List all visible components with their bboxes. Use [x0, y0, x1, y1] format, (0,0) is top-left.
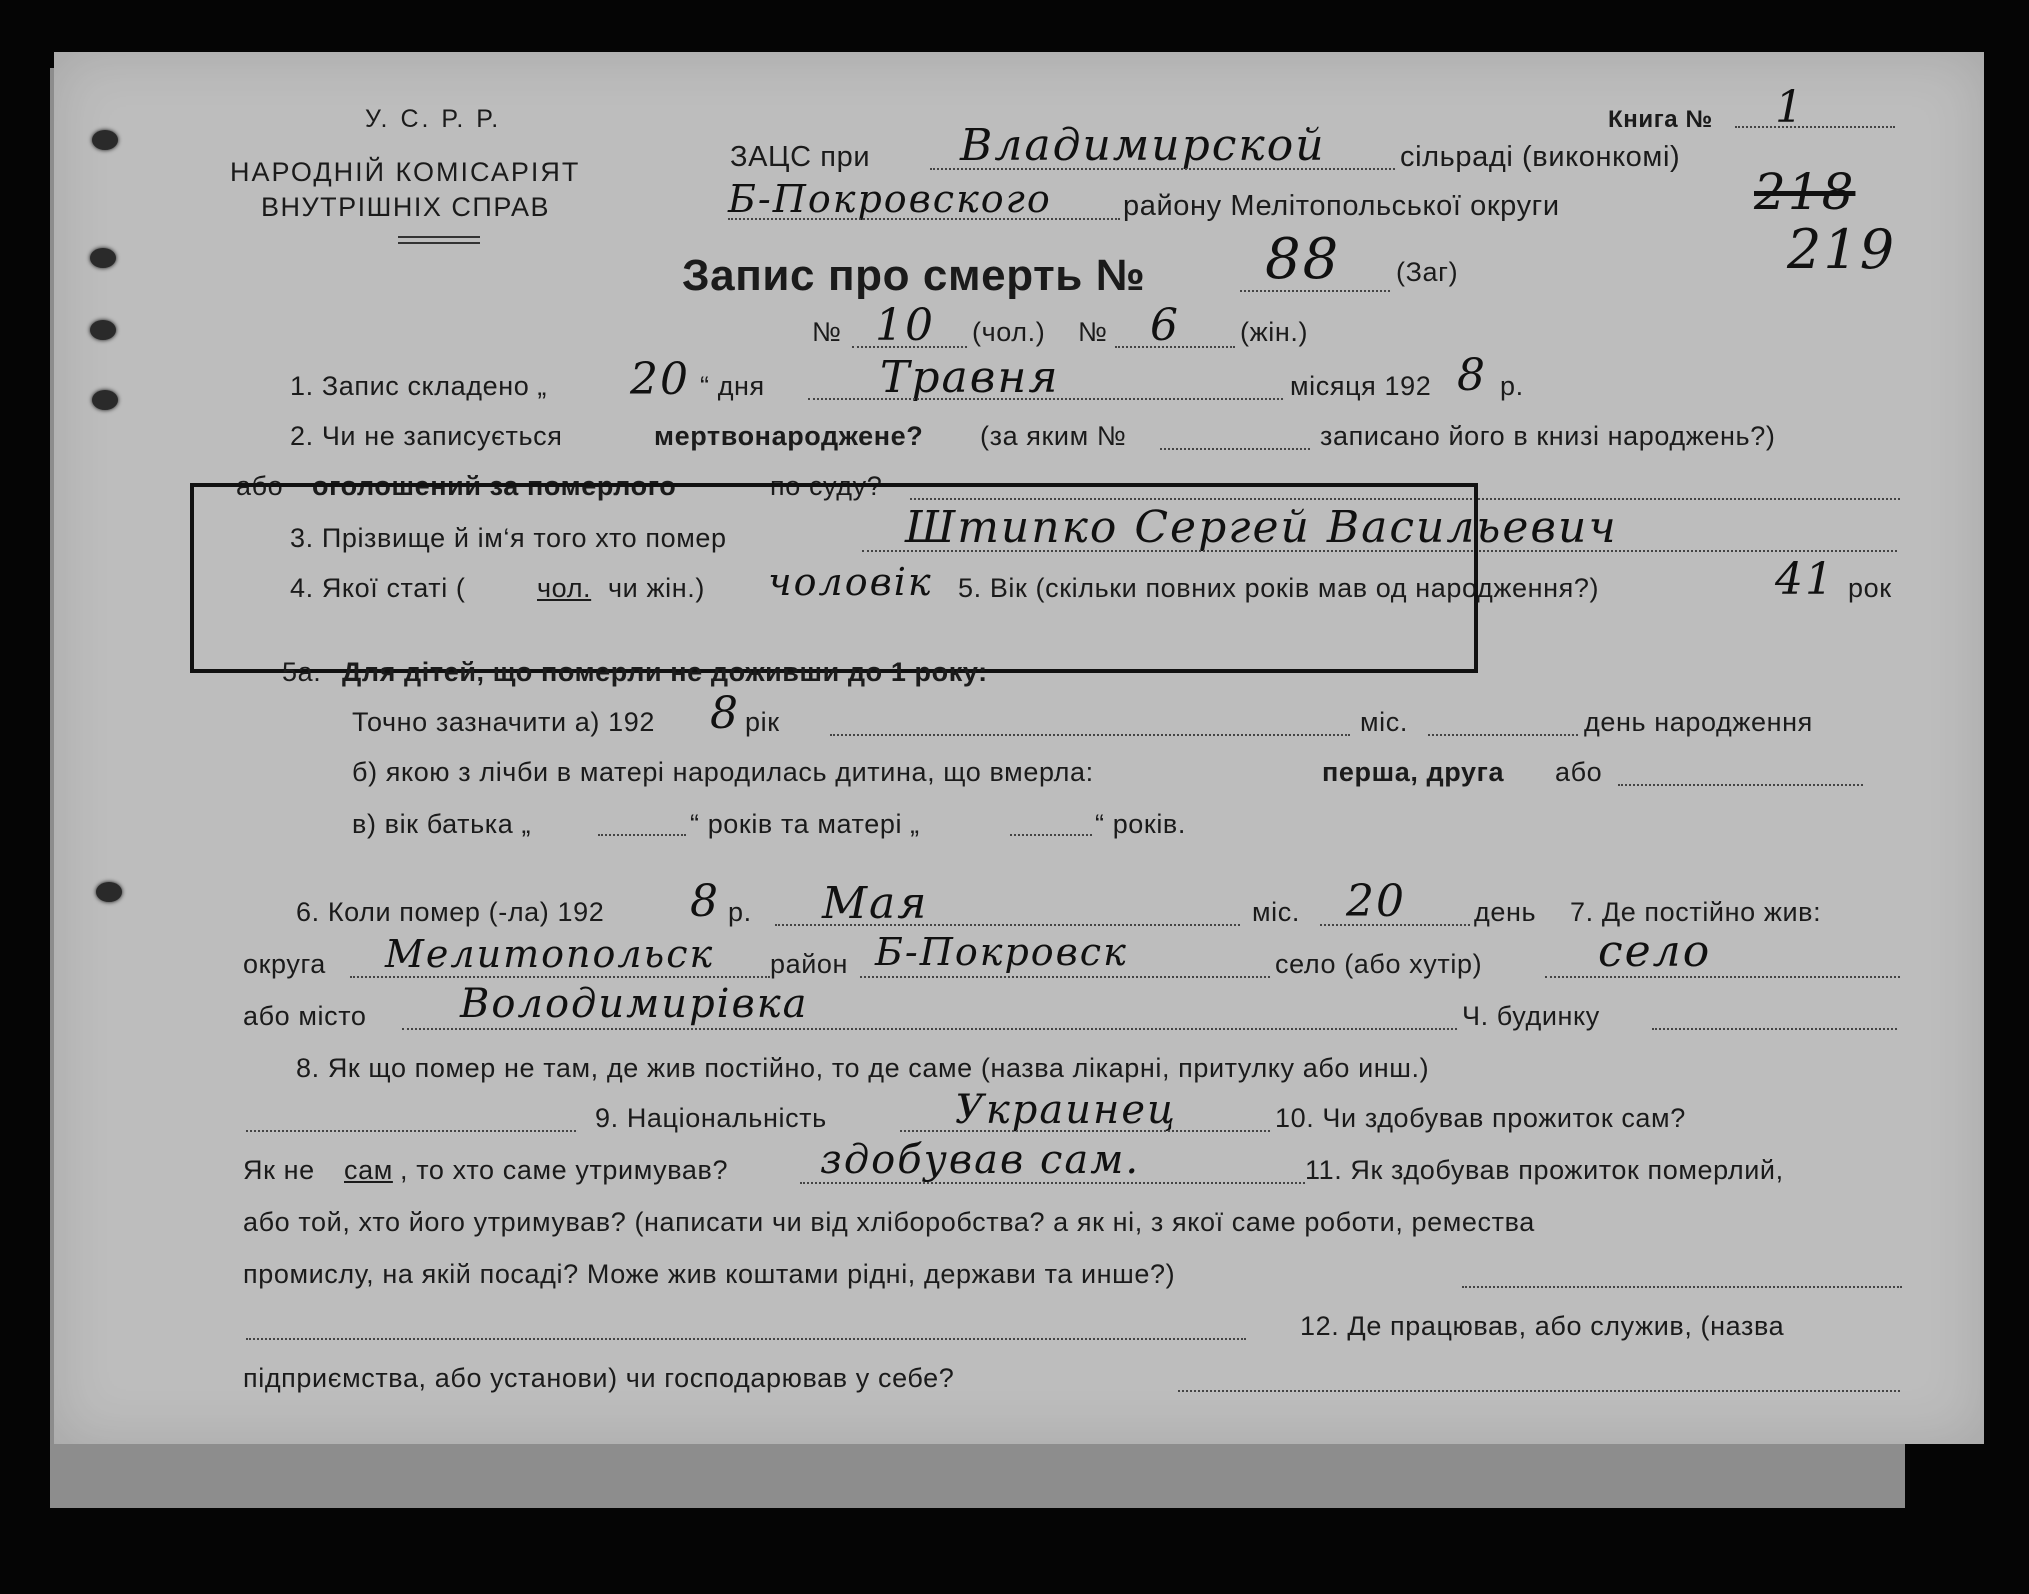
selo-value: село: [1598, 926, 1712, 977]
support-value: здобував сам.: [820, 1137, 1141, 1183]
q1-label: 1. Запис складено „: [290, 371, 548, 401]
q10-label: 10. Чи здобував прожиток сам?: [1275, 1103, 1686, 1133]
infant-section-box: [190, 483, 1478, 673]
misto-line: [402, 1028, 1457, 1030]
q8-answer-line: [246, 1130, 576, 1132]
binder-hole: [90, 248, 116, 268]
q5a-line-a: Точно зазначити а) 192: [352, 707, 655, 737]
house-number-line: [1652, 1028, 1897, 1030]
q10-follow-sam: сам: [344, 1155, 393, 1185]
q6-death-month: Мая: [822, 878, 929, 929]
female-label: (жін.): [1240, 317, 1309, 347]
binder-hole: [90, 320, 116, 340]
female-number: 6: [1150, 300, 1180, 351]
village-council-line: [930, 168, 1395, 170]
q2-label-a: 2. Чи не записується: [290, 421, 563, 451]
rayon-line: [860, 976, 1270, 978]
general-label: (Заг): [1396, 257, 1459, 287]
q12-line2: підприємства, або установи) чи господарював у себе?: [243, 1363, 955, 1393]
male-number-label: №: [812, 317, 842, 347]
q6-label: 6. Коли помер (-ла) 192: [296, 897, 605, 927]
q5a-order-line: [1618, 784, 1863, 786]
q5a-mis: міс.: [1360, 707, 1408, 737]
header-divider: [398, 236, 480, 238]
selo-line: [1545, 976, 1900, 978]
book-number-line: [1735, 126, 1895, 128]
q11-label: 11. Як здобував прожиток померлий,: [1305, 1155, 1784, 1185]
nationality-line: [900, 1130, 1270, 1132]
q5a-line-b: б) якою з лічби в матері народилась дитина, що вмерла:: [352, 757, 1094, 787]
record-title: Запис про смерть №: [682, 251, 1146, 300]
q4-label-a: 4. Якої статі (: [290, 573, 466, 603]
district-line: [728, 218, 1120, 220]
book-label: Книга №: [1608, 106, 1713, 133]
support-line: [800, 1182, 1305, 1184]
rayon-value: Б-Покровск: [875, 930, 1128, 974]
q6-day-line: [1320, 924, 1470, 926]
q2-number-line: [1160, 448, 1310, 450]
binder-hole: [92, 390, 118, 410]
q5a-title: Для дітей, що померли не доживши до 1 року:: [342, 657, 988, 687]
q2-label-court: по суду?: [770, 471, 883, 501]
deceased-sex: чоловік: [768, 560, 933, 604]
q2-label-declared: оголошений за померлого: [312, 471, 677, 501]
rayon-label: район: [770, 949, 849, 979]
house-number-label: Ч. будинку: [1462, 1001, 1600, 1031]
commissariat-line2: ВНУТРІШНІХ СПРАВ: [261, 192, 551, 222]
q12-answer-line: [1178, 1390, 1900, 1392]
commissariat-line1: НАРОДНІЙ КОМІСАРІЯТ: [230, 157, 581, 187]
q5a-line-c-a: в) вік батька „: [352, 809, 532, 839]
village-council-suffix: сільраді (виконкомі): [1400, 141, 1681, 173]
q4-label-b: чи жін.): [608, 573, 705, 603]
q11-line2: або той, хто його утримував? (написати чи від хліборобства? а як ні, з якої саме роботи, ремества: [243, 1207, 1535, 1237]
q5a-birthday: день народження: [1584, 707, 1813, 737]
binder-hole: [96, 882, 122, 902]
q3-label: 3. Прізвище й ім‘я того хто помер: [290, 523, 727, 553]
q5a-line-b-end: або: [1555, 757, 1603, 787]
q5a-number: 5а.: [282, 657, 322, 687]
q11-answer-line: [1462, 1286, 1902, 1288]
q2-label-births: записано його в книзі народжень?): [1320, 421, 1776, 451]
q7-label: 7. Де постійно жив:: [1570, 897, 1822, 927]
q5a-year: 8: [710, 688, 740, 739]
okruga-line: [350, 976, 770, 978]
q5a-year-line: [830, 734, 1350, 736]
okruga-label: округа: [243, 949, 326, 979]
district-handwritten: Б-Покровского: [728, 177, 1052, 221]
q10-follow-b: , то хто саме утримував?: [400, 1155, 729, 1185]
q6-death-day: 20: [1346, 876, 1406, 927]
female-number-label: №: [1078, 317, 1108, 347]
binder-hole: [92, 130, 118, 150]
deceased-name: Штипко Сергей Васильевич: [905, 502, 1618, 553]
district-suffix: району Мелітопольської округи: [1123, 190, 1560, 222]
q5a-line-c-b: “ років та матері „: [690, 809, 920, 839]
q10-follow-a: Як не: [243, 1155, 315, 1185]
q2-label-which: (за яким №: [980, 421, 1127, 451]
record-number: 88: [1265, 227, 1341, 292]
q11-answer-line-2: [246, 1338, 1246, 1340]
q1-year: 8: [1457, 350, 1487, 401]
zags-prefix: ЗАЦС при: [730, 141, 871, 173]
q5a-father-age-line: [598, 834, 686, 836]
q6-mis: міс.: [1252, 897, 1300, 927]
q2-label-stillborn: мертвонароджене?: [654, 421, 924, 451]
q2-label-or: або: [236, 471, 284, 501]
misto-label: або місто: [243, 1001, 367, 1031]
q6-den: день: [1474, 897, 1537, 927]
q6-year-suffix: р.: [728, 897, 752, 927]
q9-label: 9. Національність: [595, 1103, 827, 1133]
q5-label: 5. Вік (скільки повних років мав од народження?): [958, 573, 1600, 603]
q6-year: 8: [690, 876, 720, 927]
nationality-value: Украинец: [955, 1087, 1177, 1133]
q1-month: Травня: [880, 352, 1060, 403]
sheet-number: 219: [1787, 218, 1897, 281]
male-number-line: [852, 346, 967, 348]
q1-month-line: [808, 398, 1283, 400]
age-unit: рок: [1848, 573, 1892, 603]
q11-line3: промислу, на якій посаді? Може жив коштами рідні, держави та инше?): [243, 1259, 1176, 1289]
q1-year-suffix: р.: [1500, 371, 1524, 401]
q8-label: 8. Як що помер не там, де жив постійно, то де саме (назва лікарні, притулку або инш.): [296, 1053, 1430, 1083]
okruga-value: Мелитопольск: [385, 932, 715, 976]
q5a-mother-age-line: [1010, 834, 1092, 836]
sheet-number-crossed: 218: [1754, 163, 1856, 221]
q6-month-line: [775, 924, 1240, 926]
deceased-age: 41: [1775, 554, 1835, 605]
q1-day-label: “ дня: [700, 371, 765, 401]
q1-month-label: місяця 192: [1290, 371, 1432, 401]
q5a-rik: рік: [745, 707, 780, 737]
header-divider: [398, 242, 480, 244]
q1-day: 20: [630, 354, 690, 405]
male-number: 10: [875, 300, 935, 351]
record-number-line: [1240, 290, 1390, 292]
selo-label: село (або хутір): [1275, 949, 1483, 979]
q5a-line-c-c: “ років.: [1095, 809, 1186, 839]
misto-value: Володимирівка: [460, 981, 809, 1027]
republic-label: У. С. Р. Р.: [365, 105, 502, 133]
female-number-line: [1115, 346, 1235, 348]
male-label: (чол.): [972, 317, 1046, 347]
book-number: 1: [1775, 82, 1805, 133]
q5a-month-line: [1428, 734, 1578, 736]
village-council-handwritten: Владимирской: [960, 120, 1326, 171]
q4-label-male: чол.: [537, 573, 592, 603]
q12-label: 12. Де працював, або служив, (назва: [1300, 1311, 1785, 1341]
q5a-line-b-bold: перша, друга: [1322, 757, 1505, 787]
